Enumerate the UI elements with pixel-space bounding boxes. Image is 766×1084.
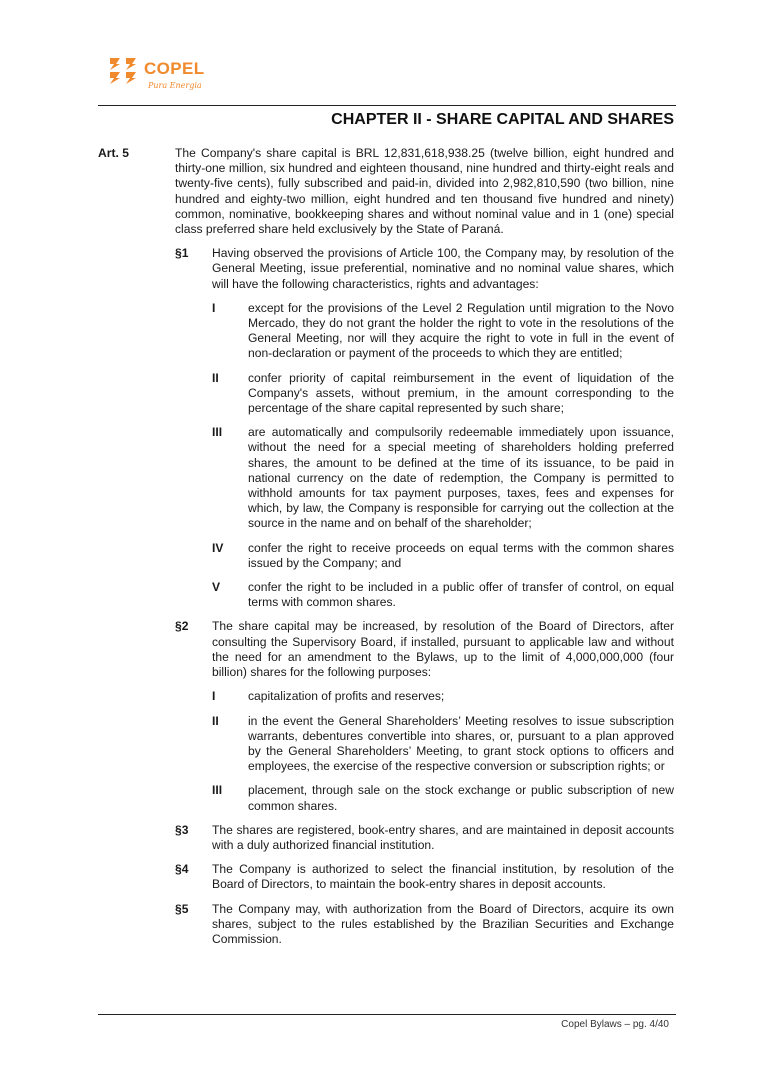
paragraph	[175, 246, 674, 610]
copel-logo	[108, 56, 218, 96]
paragraph	[175, 823, 674, 853]
list-item-text: capitalization of profits and reserves;	[248, 689, 445, 704]
paragraph	[175, 862, 674, 892]
brand-tagline: Pura Energia	[148, 81, 202, 90]
list-item-text: confer priority of capital reimbursement in the event of liquidation of the Company's assets, without premium, in the amount corresponding to the percentage of the share capital represented by such share;	[248, 370, 674, 416]
page-footer: Copel Bylaws – pg. 4/40	[561, 1019, 669, 1030]
paragraph-text: The Company is authorized to select the financial institution, by resolution of the Board of Directors, to maintain the book-entry shares in deposit accounts.	[212, 862, 674, 892]
header-divider	[98, 105, 676, 106]
list-item	[212, 541, 674, 571]
paragraph	[175, 902, 674, 948]
list-item	[212, 689, 674, 704]
paragraph	[175, 619, 674, 813]
list-item-label: II	[212, 370, 219, 385]
list-item-label: V	[212, 580, 221, 595]
paragraph-label: §4	[175, 862, 189, 877]
paragraph-body	[212, 619, 674, 813]
list-item	[212, 580, 674, 610]
list-item-text: confer the right to be included in a public offer of transfer of control, on equal terms with common shares.	[248, 580, 674, 610]
paragraph-body	[212, 862, 674, 892]
paragraph-body	[212, 246, 674, 610]
list-item-text: in the event the General Shareholders’ Meeting resolves to issue subscription warrants, debentures convertible into shares, or, pursuant to a plan approved by the General Shareholders’ Meeting, to grant stock options to officers and employees, the exercise of the respective conversion or subscription rights; or	[248, 713, 674, 774]
list-item	[212, 301, 674, 362]
list-item-text: placement, through sale on the stock exchange or public subscription of new common shares.	[248, 783, 674, 813]
article-row	[98, 146, 674, 237]
paragraph-label: §5	[175, 901, 189, 916]
paragraph-label: §1	[175, 246, 189, 261]
list-item	[212, 783, 674, 813]
list-item-label: III	[212, 425, 223, 440]
paragraph-text: The Company may, with authorization from the Board of Directors, acquire its own shares, subject to the rules established by the Brazilian Securities and Exchange Commission.	[212, 901, 674, 946]
paragraph-label: §3	[175, 822, 189, 837]
paragraph-body	[212, 823, 674, 853]
article-content	[98, 146, 674, 947]
paragraph-text: Having observed the provisions of Article 100, the Company may, by resolution of the General Meeting, issue preferential, nominative and no nominal value shares, which will have the following characteristics, rights and advantages:	[212, 246, 674, 291]
list-item-label: III	[212, 783, 223, 798]
paragraph-body	[212, 902, 674, 948]
list-item-text: confer the right to receive proceeds on equal terms with the common shares issued by the Company; and	[248, 540, 674, 570]
list-item	[212, 714, 674, 775]
brand-name: COPEL	[144, 59, 205, 78]
footer-divider	[98, 1014, 676, 1015]
list-item-label: I	[212, 689, 216, 704]
list-item-text: except for the provisions of the Level 2 Regulation until migration to the Novo Mercado, they do not grant the holder the right to vote in the resolutions of the General Meeting, nor will they acquire the right to vote in full in the event of non-declaration or payment of the proceeds to which they are entitled;	[248, 300, 674, 361]
copel-logo-icon	[108, 56, 140, 86]
chapter-title: CHAPTER II - SHARE CAPITAL AND SHARES	[331, 111, 674, 128]
list-item	[212, 371, 674, 417]
article-label: Art. 5	[98, 146, 129, 160]
list-item-text: are automatically and compulsorily redeemable immediately upon issuance, without the need for a special meeting of shareholders holding preferred shares, the amount to be defined at the time of its issuance, to be paid in national currency on the date of redemption, the Company is permitted to withhold amounts for tax payment purposes, taxes, fees and expenses for which, by law, the Company is responsible for carrying out the collection at the source in the name and on behalf of the shareholder;	[248, 425, 674, 531]
paragraph-label: §2	[175, 619, 189, 634]
list-item	[212, 425, 674, 531]
list-item-label: IV	[212, 540, 224, 555]
paragraph-list	[98, 246, 674, 947]
paragraph-text: The share capital may be increased, by resolution of the Board of Directors, after consulting the Supervisory Board, if installed, pursuant to applicable law and without the need for an amendment to the Bylaws, up to the limit of 4,000,000,000 (four billion) shares for the following purposes:	[212, 619, 674, 680]
paragraph-text: The shares are registered, book-entry shares, and are maintained in deposit accounts with a duly authorized financial institution.	[212, 822, 674, 852]
list-item-label: I	[212, 300, 216, 315]
list-item-label: II	[212, 713, 219, 728]
article-text: The Company's share capital is BRL 12,831,618,938.25 (twelve billion, eight hundred and thirty-one million, six hundred and eighteen thousand, nine hundred and thirty-eight reals and twenty-five cents), fully subscribed and paid-in, divided into 2,982,810,590 (two billion, nine hundred and eighty-two million, eight hundred and ten thousand five hundred and ninety) common, nominative, bookkeeping shares and without nominal value and in 1 (one) special class preferred share held exclusively by the State of Paraná.	[175, 146, 674, 237]
